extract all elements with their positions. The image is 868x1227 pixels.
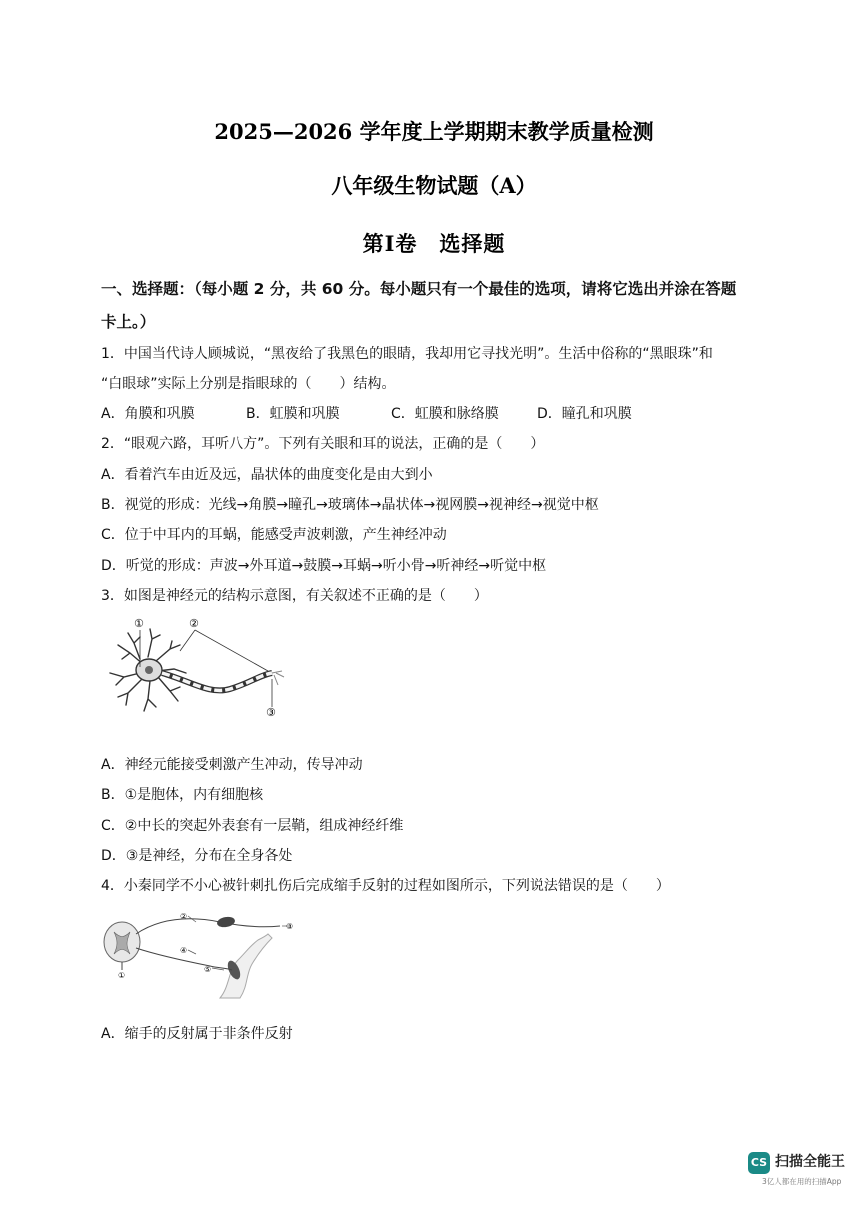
q1-option-a: A．角膜和巩膜 — [101, 406, 195, 422]
neuron-label-3: ③ — [266, 706, 276, 719]
reflex-label-5: ⑤ — [204, 965, 212, 974]
q4-option-a: A．缩手的反射属于非条件反射 — [101, 1026, 293, 1042]
exam-subtitle: 八年级生物试题（A） — [331, 173, 537, 198]
q3-option-b: B．①是胞体，内有细胞核 — [101, 787, 264, 803]
q1-option-d: D．瞳孔和巩膜 — [537, 406, 632, 422]
q3-option-d: D．③是神经，分布在全身各处 — [101, 848, 293, 864]
q2-option-a: A．看着汽车由近及远，晶状体的曲度变化是由大到小 — [101, 467, 433, 483]
reflex-label-1: ① — [118, 971, 126, 980]
reflex-label-2: ② — [180, 912, 188, 921]
q2-option-c: C．位于中耳内的耳蜗，能感受声波刺激，产生神经冲动 — [101, 527, 447, 543]
q1-option-c: C．虹膜和脉络膜 — [391, 406, 499, 422]
neuron-label-1: ① — [134, 617, 144, 630]
camscanner-tagline: 3亿人都在用的扫描App — [762, 1177, 842, 1186]
q3-option-a: A．神经元能接受刺激产生冲动，传导冲动 — [101, 757, 363, 773]
q3-option-c: C．②中长的突起外表套有一层鞘，组成神经纤维 — [101, 818, 404, 834]
q2-option-b: B．视觉的形成：光线→角膜→瞳孔→玻璃体→晶状体→视网膜→视神经→视觉中枢 — [101, 497, 599, 513]
neuron-label-2: ② — [189, 617, 199, 630]
reflex-label-4: ④ — [180, 946, 188, 955]
volume-heading: 第Ⅰ卷 选择题 — [362, 231, 506, 256]
arm-shape — [220, 934, 272, 998]
section-instruction-line2: 卡上。） — [101, 313, 156, 331]
section-instruction-line1: 一、选择题：（每小题 2 分，共 60 分。每小题只有一个最佳的选项，请将它选出并涂在答题 — [101, 280, 737, 298]
exam-title: 2025—2026 学年度上学期期末教学质量检测 — [214, 119, 654, 144]
q2-stem: 2．“眼观六路，耳听八方”。下列有关眼和耳的说法，正确的是（ ） — [101, 436, 545, 452]
camscanner-logo: CS — [748, 1152, 770, 1174]
q3-stem: 3．如图是神经元的结构示意图，有关叙述不正确的是（ ） — [101, 588, 488, 604]
q1-stem-line2: “白眼球”实际上分别是指眼球的（ ）结构。 — [101, 376, 396, 392]
q1-option-b: B．虹膜和巩膜 — [246, 406, 340, 422]
neuron-diagram — [100, 615, 300, 720]
camscanner-app-name: 扫描全能王 — [775, 1154, 845, 1170]
q2-option-d: D．听觉的形成：声波→外耳道→鼓膜→耳蜗→听小骨→听神经→听觉中枢 — [101, 558, 547, 574]
reflex-label-3: ③ — [286, 922, 294, 931]
q4-stem: 4．小秦同学不小心被针刺扎伤后完成缩手反射的过程如图所示，下列说法错误的是（ ） — [101, 878, 670, 894]
nucleus-shape — [145, 666, 153, 674]
reflex-arc-diagram — [100, 908, 300, 998]
q1-stem-line1: 1．中国当代诗人顾城说，“黑夜给了我黑色的眼睛，我却用它寻找光明”。生活中俗称的“黑眼珠”和 — [101, 346, 713, 362]
